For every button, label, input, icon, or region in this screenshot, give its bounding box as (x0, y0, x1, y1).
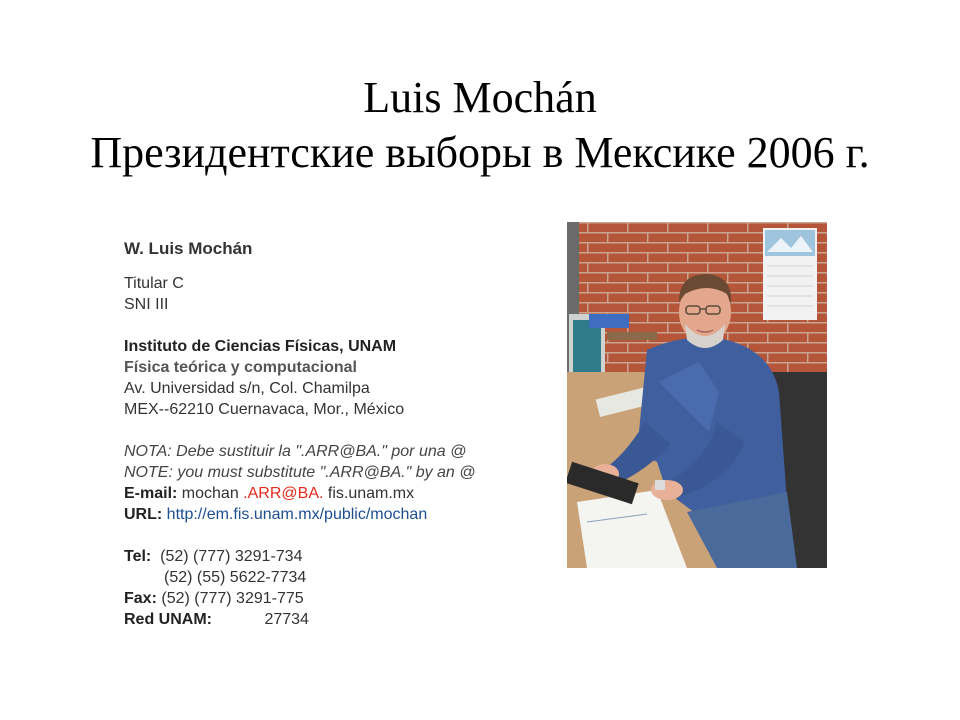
fax-value: (52) (777) 3291-775 (161, 590, 304, 607)
portrait-photo (567, 222, 827, 568)
contact-block (124, 441, 564, 525)
title-line-name: Luis Mochán (363, 73, 597, 122)
email-label: E-mail: (124, 485, 178, 502)
tel-row (124, 546, 564, 567)
position-block (124, 273, 564, 315)
address-line-1: Av. Universidad s/n, Col. Chamilpa (124, 380, 370, 397)
email-user: mochan (181, 485, 239, 502)
person-name: W. Luis Mochán (124, 239, 253, 258)
position-sni: SNI III (124, 296, 169, 313)
red-unam-label: Red UNAM: (124, 611, 212, 628)
institute-name: Instituto de Ciencias Físicas, UNAM (124, 338, 397, 355)
homepage-link[interactable]: http://em.fis.unam.mx/public/mochan (166, 506, 428, 523)
url-label: URL: (124, 506, 163, 523)
person-head (679, 274, 731, 348)
phone-block (124, 546, 564, 630)
address-line-2: MEX--62210 Cuernavaca, Mor., México (124, 401, 405, 418)
institution-block (124, 336, 564, 420)
tel-label: Tel: (124, 548, 152, 565)
email-domain: fis.unam.mx (327, 485, 415, 502)
position-title: Titular C (124, 275, 184, 292)
fax-label: Fax: (124, 590, 157, 607)
contact-card (124, 238, 564, 651)
red-unam-row (124, 609, 564, 630)
tel-row-2 (124, 567, 564, 588)
department-name: Física teórica y computacional (124, 359, 357, 376)
title-line-subtitle: Президентские выборы в Мексике 2006 г. (90, 128, 870, 177)
url-row (124, 504, 564, 525)
email-at-placeholder: .ARR@BA. (243, 485, 324, 502)
tel-value-1: (52) (777) 3291-734 (160, 548, 303, 565)
tel-value-2: (52) (55) 5622-7734 (164, 569, 307, 586)
fax-row (124, 588, 564, 609)
note-english: NOTE: you must substitute ".ARR@BA." by an @ (124, 464, 476, 481)
wall-calendar (763, 228, 817, 320)
slide-title (0, 70, 960, 180)
red-unam-value: 27734 (264, 611, 309, 628)
nota-spanish: NOTA: Debe sustituir la ".ARR@BA." por una @ (124, 443, 467, 460)
email-row (124, 483, 564, 504)
